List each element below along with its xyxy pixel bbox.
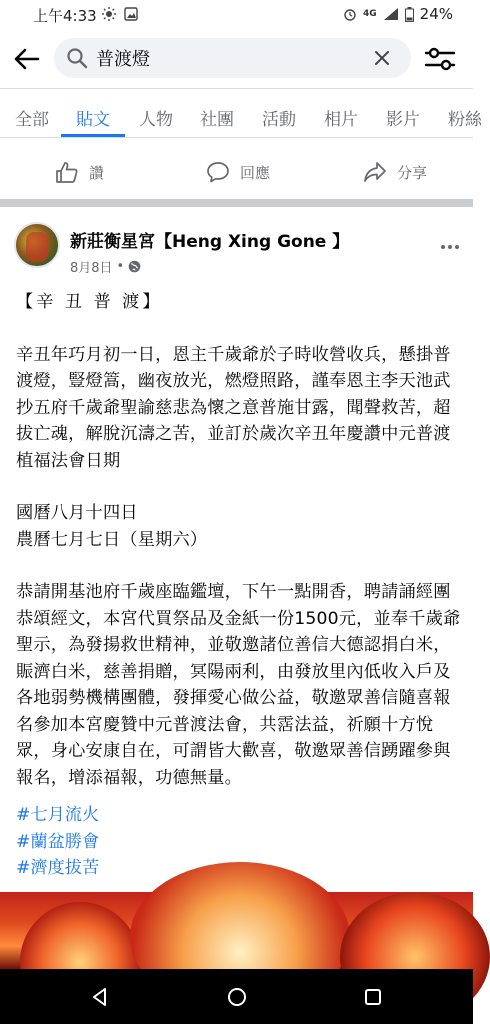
post-paragraph: 辛丑年巧月初一日，恩主千歲爺於子時收營收兵，懸掛普渡燈，豎燈篙，幽夜放光，燃燈照路，謹奉恩主李天池武抄五府千歲爺聖諭慈悲為懷之意普施甘露，聞聲救苦，超拔亡魂，解脫沉濤之苦，並訂於歲次辛丑年慶讚中元普渡植福法會日期	[16, 344, 451, 471]
clear-search-icon[interactable]	[372, 48, 392, 68]
tab-videos[interactable]: 影片	[386, 110, 420, 130]
hashtag-link[interactable]: #濟度拔苦	[16, 858, 100, 878]
network-type: 4G	[363, 9, 377, 19]
post-more-options-button[interactable]	[436, 237, 464, 257]
thumbs-up-icon	[55, 161, 79, 183]
post-text	[16, 289, 461, 817]
system-navigation-bar	[0, 969, 473, 1024]
post-meta	[70, 257, 141, 276]
active-tab-indicator	[61, 134, 125, 137]
meta-separator: •	[116, 259, 125, 274]
search-input[interactable]	[96, 38, 366, 78]
page-avatar[interactable]	[14, 222, 60, 268]
share-arrow-icon	[363, 161, 387, 183]
nav-home-icon[interactable]	[226, 986, 248, 1008]
comment-button[interactable]	[206, 161, 270, 183]
avatar-image	[26, 232, 48, 262]
post-date[interactable]: 8月8日	[70, 261, 113, 276]
comment-bubble-icon	[206, 161, 230, 183]
search-header	[0, 30, 473, 88]
filter-settings-icon[interactable]	[422, 41, 458, 77]
tab-events[interactable]: 活動	[262, 110, 296, 130]
signal-icon	[383, 7, 399, 21]
search-tabs	[0, 88, 482, 138]
dot-icon	[455, 245, 459, 249]
sun-icon	[102, 7, 116, 21]
battery-icon	[405, 7, 414, 22]
tab-people[interactable]: 人物	[139, 110, 173, 130]
post-hashtags	[16, 802, 99, 882]
post-dates-paragraph: 國曆八月十四日 農曆七月七日（星期六）	[16, 503, 208, 550]
tab-posts[interactable]: 貼文	[76, 110, 110, 130]
dot-icon	[441, 245, 445, 249]
status-time: 上午4:33	[33, 7, 97, 25]
nav-back-icon[interactable]	[89, 986, 111, 1008]
tab-photos[interactable]: 相片	[324, 110, 358, 130]
tab-pages[interactable]: 粉絲	[448, 110, 482, 130]
post-title: 【辛 丑 普 渡】	[16, 292, 163, 312]
tab-groups[interactable]: 社團	[200, 110, 234, 130]
back-arrow-icon	[14, 48, 40, 70]
hashtag-link[interactable]: #蘭盆勝會	[16, 831, 100, 852]
like-label: 讚	[89, 163, 105, 182]
battery-level: 24%	[419, 5, 453, 23]
comment-label: 回應	[240, 163, 271, 182]
status-right-icons	[343, 5, 453, 23]
back-button[interactable]	[10, 42, 44, 76]
feed-separator	[0, 199, 473, 207]
globe-icon	[128, 260, 141, 273]
post-author-name[interactable]: 新莊衡星宮【Heng Xing Gone 】	[70, 232, 350, 252]
share-label: 分享	[397, 163, 428, 182]
share-button[interactable]	[363, 161, 427, 183]
post-action-bar	[0, 139, 473, 199]
alarm-icon	[343, 7, 357, 21]
like-button[interactable]	[55, 161, 104, 183]
tab-all[interactable]: 全部	[15, 110, 49, 130]
search-icon	[66, 47, 88, 69]
status-bar	[0, 0, 473, 30]
post-paragraph: 恭請開基池府千歲座臨鑑壇，下午一點開香，聘請誦經團恭頌經文，本宮代買祭品及金紙一份1500元，並奉千歲爺聖示，為發揚救世精神，並敬邀諸位善信大德認捐白米，賑濟白米，慈善捐贈，冥陽兩利，由發放里內低收入戶及各地弱勢機構團體，發揮愛心做公益，敬邀眾善信隨喜報名參加本宮慶贊中元普渡法會，共霑法益，祈願十方悅眾，身心安康自在，可謂皆大歡喜，敬邀眾善信踴躍參與報名，增添福報，功德無量。	[16, 582, 461, 788]
nav-recents-icon[interactable]	[362, 986, 384, 1008]
search-box[interactable]	[54, 38, 411, 78]
status-notification-icons	[102, 7, 138, 21]
post-card	[0, 207, 473, 892]
dot-icon	[448, 245, 452, 249]
hashtag-link[interactable]: #七月流火	[16, 805, 100, 825]
image-notification-icon	[124, 7, 138, 21]
post-photo[interactable]	[0, 892, 473, 969]
